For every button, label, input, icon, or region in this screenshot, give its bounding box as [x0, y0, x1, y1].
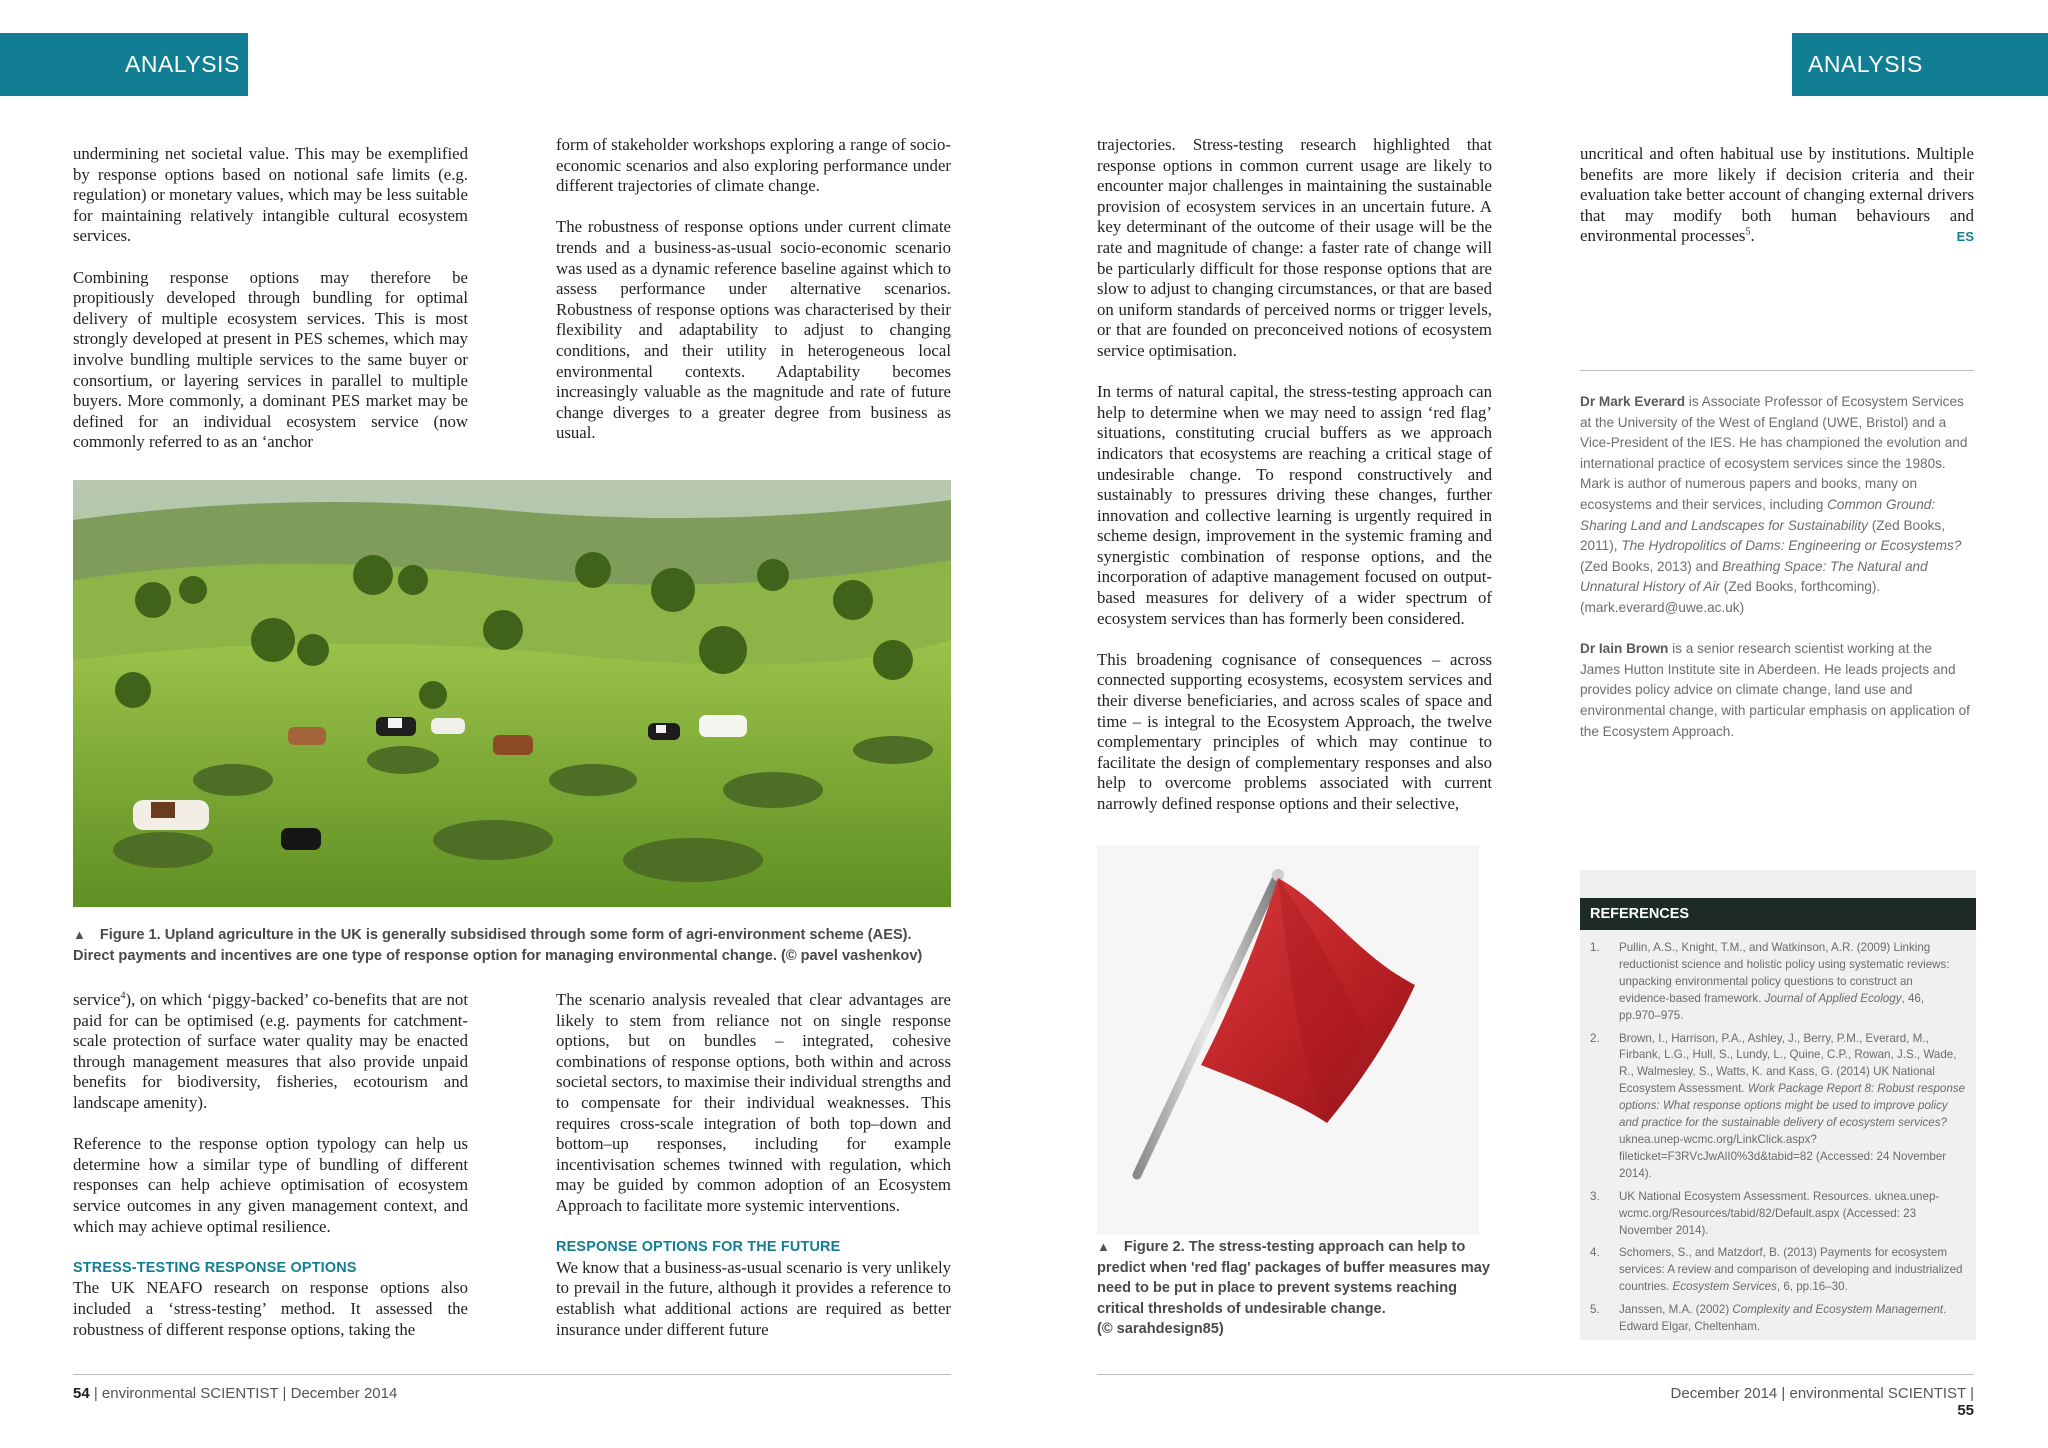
- triangle-up-icon: ▲: [73, 927, 86, 942]
- caption-line: ▲ Figure 2. The stress-testing approach can help to: [1097, 1237, 1492, 1258]
- paragraph: uncritical and often habitual use by institutions. Multiple benefits are more likely if decision criteria and their evaluation take better account of changing external drivers that may modify both human behaviours and environmental processes$^5$.: [1580, 144, 1974, 246]
- reference-item: 2. Brown, I., Harrison, P.A., Ashley, J., Berry, P.M., Everard, M., Firbank, L.G., Hull, S., Lundy, L., Quine, C.P., Rowan, J.S., Wade, R., Walmesley, S., Watts, K. and Kass, G. (2014) UK National Ecosystem Assessment. Work Package Report 8: Robust response options: What response options might be used to improve policy and practice for the sustainable delivery of ecosystem services? uknea.unep-wcmc.org/LinkClick.aspx?fileticket=F3RVcJwAlI0%3d&tabid=82 (Accessed: 24 November 2014).: [1590, 1031, 1966, 1180]
- page-number-right: 55: [1957, 1402, 1974, 1419]
- paragraph: The scenario analysis revealed that clear advantages are likely to stem from reliance not on single response options, but on bundles – integrated, cohesive combinations of response options, both within and across societal sectors, to maximise their individual strengths and to compensate for their individual weaknesses. This requires cross-scale integration of both top–down and bottom–up responses, including for example incentivisation schemes twinned with regulation, which may be guided by common adoption of an Ecosystem Approach to facilitate more systemic interventions.: [556, 990, 951, 1215]
- figure-2-caption: [1097, 1237, 1492, 1340]
- column-4: [1580, 144, 1974, 248]
- end-of-article-mark: ES: [1956, 228, 1974, 244]
- subheading: STRESS-TESTING RESPONSE OPTIONS: [73, 1259, 357, 1276]
- section-label-right: ANALYSIS: [1808, 51, 1923, 77]
- footnote-marker: 5: [1745, 226, 1751, 238]
- paragraph: form of stakeholder workshops exploring a range of socio-economic scenarios and also exploring performance under different trajectories of climate change.: [556, 135, 951, 196]
- author-bio: Dr Iain Brown is a senior research scientist working at the James Hutton Institute site in Aberdeen. He leads projects and provides policy advice on climate change, land use and environmental change, with particular emphasis on application of the Ecosystem Approach.: [1580, 641, 1970, 739]
- column-2-top: [556, 135, 951, 444]
- references-list: [1580, 930, 1976, 1336]
- paragraph: In terms of natural capital, the stress-testing approach can help to determine when we may need to assign ‘red flag’ situations, constituting crucial buffers as we approach indicators that ecosystems are reaching a critical stage of undesirable change. To respond constructively and sustainably to pressures driving these changes, further innovation and collective learning is urgently required in scheme design, improvement in the systemic framing and synergistic combination of response options, and the incorporation of adaptive management focused on output-based measures for delivery of a wider spectrum of ecosystem services than has formerly been considered.: [1097, 382, 1492, 628]
- subheading: RESPONSE OPTIONS FOR THE FUTURE: [556, 1239, 841, 1256]
- figure-1-photo: [73, 480, 951, 907]
- paragraph: undermining net societal value. This may be exemplified by response options based on notional safe limits (e.g. regulation) or monetary values, which may be less suitable for maintaining relatively intangible cultural ecosystem services.: [73, 144, 468, 246]
- triangle-up-icon: ▲: [1097, 1239, 1110, 1254]
- footer-right: [1652, 1385, 1974, 1419]
- footer-left-text: | environmental SCIENTIST | December 2014: [89, 1385, 398, 1402]
- figure-1-caption-text: Figure 1. Upland agriculture in the UK is generally subsidised through some form of agri-environment scheme (AES). Direct payments and incentives are one type of response option for managing environmental change. (© pavel vashenkov): [73, 927, 923, 964]
- footer-divider-left: [73, 1374, 951, 1375]
- figure-2-image: [1097, 845, 1479, 1235]
- section-label-left: ANALYSIS: [125, 51, 240, 77]
- column-1-bottom: [73, 990, 468, 1340]
- section-tab-left: [0, 33, 248, 96]
- references-box: [1580, 870, 1976, 1340]
- footer-left: [73, 1385, 397, 1402]
- caption-line: predict when 'red flag' packages of buffer measures may: [1097, 1259, 1490, 1276]
- paragraph: service$^4$), on which ‘piggy-backed’ co-benefits that are not paid for can be optimised (e.g. payments for catchment-scale protection of surface water quality may be enacted through management measures that also provide unpaid benefits for biodiversity, fisheries, ecotourism and landscape amenity).: [73, 990, 468, 1112]
- reference-item: 1. Pullin, A.S., Knight, T.M., and Watkinson, A.R. (2009) Linking reductionist science and holistic policy using systematic reviews: unpacking environmental policy questions to construct an evidence-based framework. Journal of Applied Ecology, 46, pp.970–975.: [1590, 941, 1950, 1022]
- author-bios: [1580, 392, 1974, 763]
- divider: [1580, 370, 1974, 371]
- author-bio: Dr Mark Everard is Associate Professor of Ecosystem Services at the University of the West of England (UWE, Bristol) and a Vice-President of the IES. He has championed the evolution and international practice of ecosystem services since the 1980s. Mark is author of numerous papers and books, many on ecosystems and their services, including Common Ground: Sharing Land and Landscapes for Sustainability (Zed Books, 2011), The Hydropolitics of Dams: Engineering or Ecosystems? (Zed Books, 2013) and Breathing Space: The Natural and Unnatural History of Air (Zed Books, forthcoming). (mark.everard@uwe.ac.uk): [1580, 394, 1968, 615]
- paragraph: trajectories. Stress-testing research highlighted that response options in common current usage are likely to encounter major challenges in maintaining the sustainable provision of ecosystem services in an uncertain future. A key determinant of the outcome of their usage will be the rate and magnitude of change: a faster rate of change will be particularly difficult for those response options that are slow to adjust to changing circumstances, or that are based on uniform standards of perceived norms or trigger levels, or that are founded on preconceived notions of ecosystem service optimisation.: [1097, 135, 1492, 360]
- page-number-left: 54: [73, 1385, 90, 1402]
- paragraph: Combining response options may therefore be propitiously developed through bundling for optimal delivery of multiple ecosystem services. This is most strongly developed at present in PES schemes, which may involve bundling multiple services to the same buyer or consortium, or layering services in parallel to multiple buyers. More commonly, a dominant PES market may be defined for an individual ecosystem service (now commonly referred to as an ‘anchor: [73, 267, 468, 452]
- author-name: Dr Mark Everard: [1580, 394, 1686, 409]
- author-name: Dr Iain Brown: [1580, 641, 1669, 657]
- footer-divider-right: [1097, 1374, 1974, 1375]
- paragraph: We know that a business-as-usual scenario is very unlikely to prevail in the future, although it provides a reference to establish what additional actions are required as better insurance under different future: [556, 1257, 951, 1339]
- paragraph: Reference to the response option typology can help us determine how a similar type of bundling of different responses can help achieve optimisation of ecosystem service outcomes in any given management context, and which may achieve optimal resilience.: [73, 1134, 468, 1236]
- footnote-marker: 4: [120, 990, 126, 1002]
- paragraph: The UK NEAFO research on response options also included a ‘stress-testing’ method. It assessed the robustness of different response options, taking the: [73, 1278, 468, 1339]
- caption-line: (© sarahdesign85): [1097, 1321, 1224, 1337]
- figure-1-caption: [73, 925, 953, 966]
- reference-item: 4. Schomers, S., and Matzdorf, B. (2013) Payments for ecosystem services: A review and comparison of developing and industrialized countries. Ecosystem Services, 6, pp.16–30.: [1590, 1246, 1963, 1294]
- footer-right-text: December 2014 | environmental SCIENTIST |: [1670, 1385, 1974, 1402]
- column-2-bottom: [556, 990, 951, 1340]
- section-tab-right: [1792, 33, 2048, 96]
- paragraph: The robustness of response options under current climate trends and a business-as-usual socio-economic scenario was used as a dynamic reference baseline against which to assess performance under alternative scenarios. Robustness of response options was characterised by their flexibility and adaptability to adjust to changing conditions, and their utility in heterogeneous local environmental contexts. Adaptability becomes increasingly valuable as the magnitude and rate of future change diverges to a greater degree from business as usual.: [556, 217, 951, 443]
- references-heading: REFERENCES: [1580, 898, 1976, 930]
- paragraph: This broadening cognisance of consequences – across connected supporting ecosystems, ecosystem services and their diverse beneficiaries, and across scales of space and time – is integral to the Ecosystem Approach, the twelve complementary principles of which may continue to facilitate the design of complementary responses and also help to overcome problems associated with current narrowly defined response options and their selective,: [1097, 649, 1492, 813]
- reference-item: 5. Janssen, M.A. (2002) Complexity and Ecosystem Management. Edward Elgar, Cheltenham.: [1590, 1303, 1947, 1334]
- caption-line: need to be put in place to prevent systems reaching: [1097, 1280, 1458, 1296]
- caption-line: critical thresholds of undesirable change.: [1097, 1300, 1386, 1317]
- column-3: [1097, 135, 1492, 815]
- reference-item: 3. UK National Ecosystem Assessment. Resources. uknea.unep-wcmc.org/Resources/tabid/82/Default.aspx (Accessed: 23 November 2014).: [1590, 1189, 1940, 1237]
- column-1-top: [73, 144, 468, 453]
